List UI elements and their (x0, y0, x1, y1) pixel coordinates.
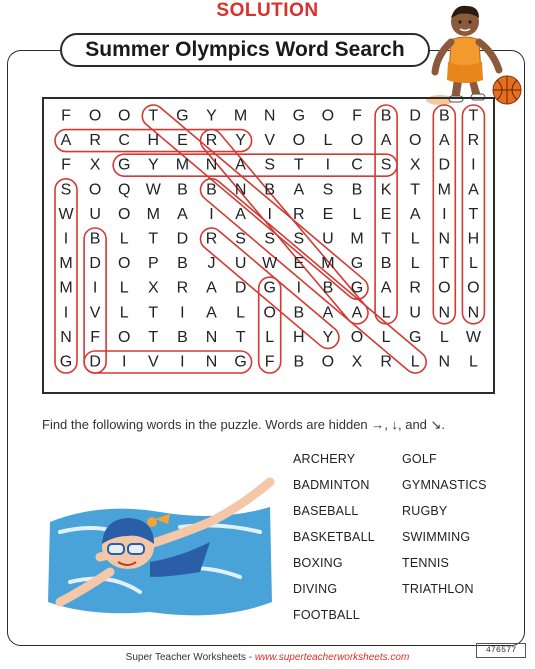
grid-letter: R (467, 132, 480, 150)
grid-letter: W (262, 255, 278, 273)
grid-letter: D (89, 353, 101, 371)
grid-letter: T (235, 328, 246, 346)
grid-letter: L (236, 304, 246, 322)
footer-url[interactable]: www.superteacherworksheets.com (254, 652, 410, 663)
grid-letter: W (465, 328, 481, 346)
footer-brand: Super Teacher Worksheets (125, 652, 246, 663)
grid-letter: B (438, 107, 450, 125)
grid-letter: M (59, 279, 73, 297)
grid-letter: R (205, 132, 218, 150)
grid-letter: N (467, 304, 480, 322)
grid-letter: D (234, 279, 247, 297)
grid-letter: H (293, 328, 305, 346)
grid-letter: B (293, 304, 305, 322)
grid-letter: O (263, 304, 276, 322)
word-list-item: BADMINTON (293, 478, 370, 492)
grid-letter: I (471, 156, 476, 174)
grid-letter: A (235, 205, 246, 223)
grid-letter: V (264, 132, 276, 150)
grid-letter: M (146, 205, 160, 223)
word-list-left (293, 452, 375, 634)
grid-letter: R (89, 132, 101, 150)
grid-letter: B (264, 181, 276, 199)
grid-letter: A (380, 279, 392, 297)
grid-letter: N (234, 181, 247, 199)
grid-letter: A (177, 205, 188, 223)
document-code: 476577 (476, 643, 526, 658)
grid-letter: E (293, 255, 305, 273)
grid-letter: O (117, 205, 131, 223)
word-list-item: TENNIS (402, 556, 450, 570)
grid-letter: A (235, 156, 246, 174)
grid-letter: A (60, 132, 72, 150)
grid-letter: F (352, 107, 362, 125)
grid-letter: V (147, 353, 159, 371)
word-list-item: FOOTBALL (293, 608, 360, 622)
grid-letter: D (89, 255, 101, 273)
grid-letter: X (89, 156, 101, 174)
grid-letter: X (147, 279, 159, 297)
grid-letter: O (117, 328, 131, 346)
grid-letter: Y (235, 132, 246, 150)
grid-letter: A (206, 304, 217, 322)
grid-letter: L (119, 230, 129, 248)
grid-letter: E (380, 205, 392, 223)
grid-letter: B (177, 181, 188, 199)
grid-letter: B (380, 255, 392, 273)
grid-letter: N (205, 328, 218, 346)
grid-letter: M (59, 255, 73, 273)
grid-letter: N (205, 156, 218, 174)
grid-letter: B (206, 181, 217, 199)
grid-letter: F (61, 156, 71, 174)
grid-letter: O (321, 107, 335, 125)
word-list-item: BOXING (293, 556, 343, 570)
grid-letter: I (180, 353, 185, 371)
grid-letter: D (409, 107, 421, 125)
grid-letter: L (439, 328, 449, 346)
grid-letter: O (88, 181, 102, 199)
grid-letter: O (88, 107, 102, 125)
grid-letter: L (352, 205, 362, 223)
word-list-item: ARCHERY (293, 452, 356, 466)
grid-letter: S (235, 230, 246, 248)
grid-letter: T (410, 181, 421, 199)
grid-letter: R (380, 353, 392, 371)
footer (0, 652, 535, 663)
grid-letter: L (410, 353, 420, 371)
grid-letter: M (175, 156, 190, 174)
grid-letter: E (177, 132, 188, 150)
grid-letter: O (438, 279, 451, 297)
grid-letter: G (263, 279, 276, 297)
grid-letter: C (351, 156, 363, 174)
grid-letter: U (89, 205, 101, 223)
grid-letter: D (176, 230, 189, 248)
grid-letter: G (234, 353, 247, 371)
grid-letter: J (207, 255, 216, 273)
word-list-item: GOLF (402, 452, 437, 466)
grid-letter: I (442, 205, 447, 223)
grid-letter: N (205, 353, 218, 371)
grid-letter: U (234, 255, 247, 273)
grid-letter: I (121, 353, 127, 371)
grid-letter: W (58, 205, 74, 223)
grid-letter: X (409, 156, 421, 174)
grid-letter: M (437, 181, 451, 199)
grid-letter: G (59, 353, 73, 371)
grid-letter: F (90, 328, 100, 346)
grid-letter: T (148, 328, 159, 346)
word-list-item: DIVING (293, 582, 338, 596)
grid-letter: Y (206, 107, 217, 125)
solution-loop-basketball (196, 174, 431, 377)
grid-letter: T (148, 107, 159, 125)
grid-letter: Q (117, 181, 131, 199)
grid-letter: T (468, 205, 479, 223)
grid-letter: A (438, 132, 450, 150)
grid-letter: U (409, 304, 421, 322)
grid-letter: T (148, 304, 159, 322)
grid-letter: Y (322, 328, 334, 346)
grid-letter: L (468, 353, 478, 371)
grid-letter: G (408, 328, 422, 346)
solution-loop-baseball (196, 125, 373, 328)
grid-letter: N (438, 353, 451, 371)
grid-letter: S (60, 181, 72, 199)
word-list-item: BASEBALL (293, 504, 359, 518)
grid-letter: I (325, 156, 331, 174)
grid-letter: L (265, 328, 275, 346)
grid-letter: M (233, 107, 248, 125)
grid-letter: R (176, 279, 189, 297)
grid-letter: B (177, 328, 188, 346)
grid-letter: D (438, 156, 451, 174)
grid-letter: S (264, 156, 276, 174)
grid-letter: S (264, 230, 276, 248)
grid-letter: Y (147, 156, 159, 174)
grid-letter: S (293, 230, 305, 248)
grid-letter: N (438, 304, 451, 322)
grid-letter: O (408, 132, 422, 150)
grid-letter: A (293, 181, 305, 199)
grid-letter: H (467, 230, 480, 248)
grid-letter: P (147, 255, 159, 273)
grid-letter: L (323, 132, 333, 150)
grid-letter: T (439, 255, 450, 273)
grid-letter: A (380, 132, 392, 150)
grid-letter: L (410, 230, 420, 248)
swimmer-illustration (40, 452, 280, 627)
grid-letter: O (292, 132, 306, 150)
grid-letter: O (117, 255, 131, 273)
grid-letter: L (410, 255, 420, 273)
grid-letter: S (380, 156, 392, 174)
grid-letter: A (322, 304, 334, 322)
grid-letter: B (380, 107, 392, 125)
grid-letter: O (350, 132, 364, 150)
grid-letter: I (209, 205, 214, 223)
grid-letter: B (351, 181, 363, 199)
grid-letter: X (351, 353, 363, 371)
grid-letter: M (350, 230, 364, 248)
worksheet-title: Summer Olympics Word Search (60, 33, 430, 67)
grid-letter: R (409, 279, 421, 297)
grid-letter: C (118, 132, 130, 150)
grid-letter: G (350, 255, 364, 273)
grid-letter: A (351, 304, 363, 322)
grid-letter: I (180, 304, 185, 322)
instructions: Find the following words in the puzzle. Words are hidden →, ↓, and ↘. (42, 417, 446, 432)
grid-letter: N (263, 107, 276, 125)
word-list-item: RUGBY (402, 504, 448, 518)
grid-letter: T (293, 156, 304, 174)
grid-letter: A (409, 205, 421, 223)
grid-letter: R (293, 205, 305, 223)
grid-letter: L (468, 255, 478, 273)
grid-letter: O (467, 279, 480, 297)
grid-letter: A (206, 279, 217, 297)
grid-letter: I (296, 279, 302, 297)
grid-letter: F (61, 107, 71, 125)
word-list-item: BASKETBALL (293, 530, 375, 544)
grid-letter: V (89, 304, 101, 322)
grid-letter: H (147, 132, 160, 150)
grid-letter: B (322, 279, 334, 297)
grid-letter: G (117, 156, 131, 174)
grid-letter: L (119, 304, 129, 322)
grid-letter: O (321, 353, 335, 371)
word-list-item: SWIMMING (402, 530, 471, 544)
grid-letter: W (145, 181, 161, 199)
word-list-item: TRIATHLON (402, 582, 474, 596)
grid-letter: O (117, 107, 131, 125)
grid-letter: L (119, 279, 129, 297)
grid-letter: I (63, 304, 69, 322)
grid-letter: L (381, 304, 391, 322)
grid-letter: N (438, 230, 451, 248)
grid-letter: I (63, 230, 69, 248)
grid-letter: A (468, 181, 479, 199)
word-list-right (402, 452, 487, 608)
grid-letter: G (350, 279, 364, 297)
grid-letter: B (89, 230, 101, 248)
grid-letter: L (381, 328, 391, 346)
grid-letter: E (322, 205, 334, 223)
grid-letter: G (176, 107, 189, 125)
grid-letter: F (264, 353, 275, 371)
grid-letter: T (381, 230, 391, 248)
grid-letter: B (177, 255, 188, 273)
solution-heading: SOLUTION (216, 0, 319, 21)
word-list-item: GYMNASTICS (402, 478, 487, 492)
grid-letter: K (380, 181, 392, 199)
grid-letter: R (205, 230, 218, 248)
grid-letter: T (468, 107, 479, 125)
solution-loop-diving (84, 351, 252, 373)
grid-letter: O (350, 328, 364, 346)
grid-letter: B (293, 353, 305, 371)
grid-letter: N (60, 328, 72, 346)
grid-letter: M (321, 255, 335, 273)
grid-letter: I (92, 279, 98, 297)
grid-letter: S (322, 181, 334, 199)
grid-letter: G (292, 107, 306, 125)
grid-letter: U (322, 230, 334, 248)
footer-separator: - (245, 652, 255, 663)
grid-letter: I (267, 205, 272, 223)
grid-letter: T (148, 230, 159, 248)
